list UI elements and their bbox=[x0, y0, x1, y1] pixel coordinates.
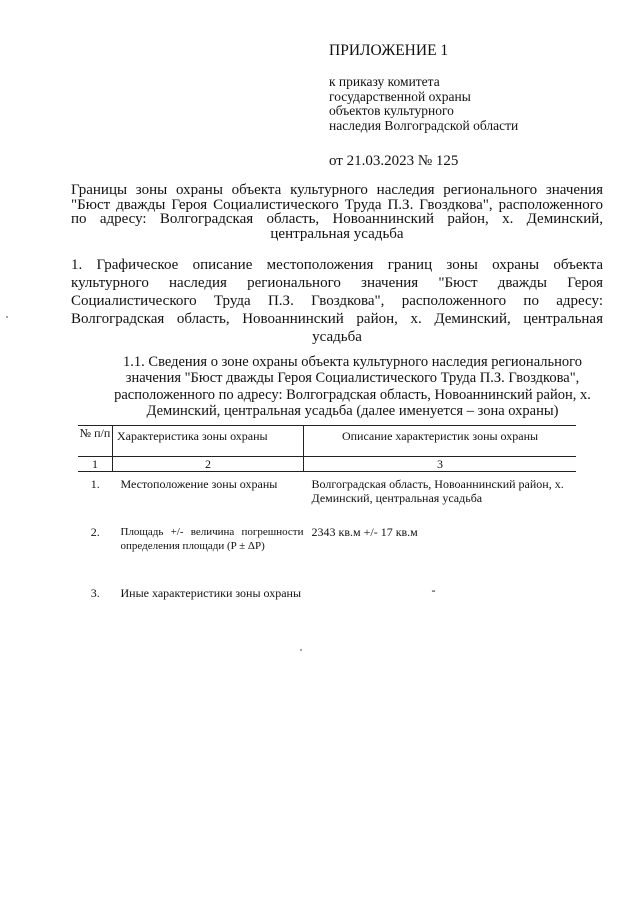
row-description: 2343 кв.м +/- 17 кв.м bbox=[311, 525, 418, 539]
header-number bbox=[78, 426, 113, 457]
appendix-line: наследия Волгоградской области bbox=[329, 117, 519, 133]
appendix-date: от 21.03.2023 № 125 bbox=[329, 153, 459, 169]
appendix-title: ПРИЛОЖЕНИЕ 1 bbox=[329, 42, 449, 59]
header-description: Описание характеристик зоны охраны bbox=[304, 426, 577, 457]
section-1-1-title: 1.1. Сведения о зоне охраны объекта культурного наследия регионального значения "Бюст дважды Героя Социалистического Труда П.З. Гвоздкова", расположенного по адресу: Волгоградская область, Новоаннинский район, х. Деминский, центральная усадьба (далее именуется – зона охраны) bbox=[114, 354, 591, 419]
row-number: 3. bbox=[90, 586, 100, 600]
appendix-line: к приказу комитета bbox=[329, 74, 440, 89]
appendix-line: объектов культурного bbox=[329, 103, 454, 118]
column-number-row bbox=[78, 457, 576, 472]
scan-speck bbox=[6, 316, 8, 318]
appendix-block bbox=[329, 42, 619, 169]
row-characteristic: Иные характеристики зоны охраны bbox=[120, 586, 302, 600]
section-1-title: 1. Графическое описание местоположения границ зоны охраны объекта культурного наследия регионального значения "Бюст дважды Героя Социалистического Труда П.З. Гвоздкова", расположенного по адресу: Волгоградская область, Новоаннинский район, х. Деминский, центральная усадьба bbox=[71, 257, 603, 345]
table-row bbox=[78, 472, 576, 524]
zone-info-table bbox=[78, 425, 576, 600]
column-number: 2 bbox=[113, 457, 304, 472]
column-number: 1 bbox=[78, 457, 113, 472]
table-row bbox=[78, 523, 576, 585]
header-characteristic: Характеристика зоны охраны bbox=[113, 426, 304, 457]
row-characteristic: Местоположение зоны охраны bbox=[120, 477, 278, 491]
row-number: 2. bbox=[90, 525, 100, 539]
row-description: - bbox=[431, 583, 436, 597]
table-row bbox=[78, 585, 576, 600]
row-description: Волгоградская область, Новоаннинский район, х. Деминский, центральная усадьба bbox=[311, 477, 564, 505]
row-number: 1. bbox=[90, 477, 100, 491]
header-number-label: № п/п bbox=[79, 426, 111, 440]
column-number: 3 bbox=[304, 457, 577, 472]
document-heading: Границы зоны охраны объекта культурного наследия регионального значения "Бюст дважды Героя Социалистического Труда П.З. Гвоздкова", расположенного по адресу: Волгоградская область, Новоаннинский район, х. Деминский, центральная усадьба bbox=[71, 182, 603, 242]
row-characteristic: Площадь +/- величина погрешности определения площади (P ± ΔP) bbox=[120, 526, 304, 552]
appendix-line: государственной охраны bbox=[329, 88, 471, 104]
table-header-row bbox=[78, 426, 576, 457]
scan-speck bbox=[300, 649, 302, 651]
appendix-order-reference bbox=[329, 75, 619, 133]
row-description-cell bbox=[304, 585, 577, 600]
